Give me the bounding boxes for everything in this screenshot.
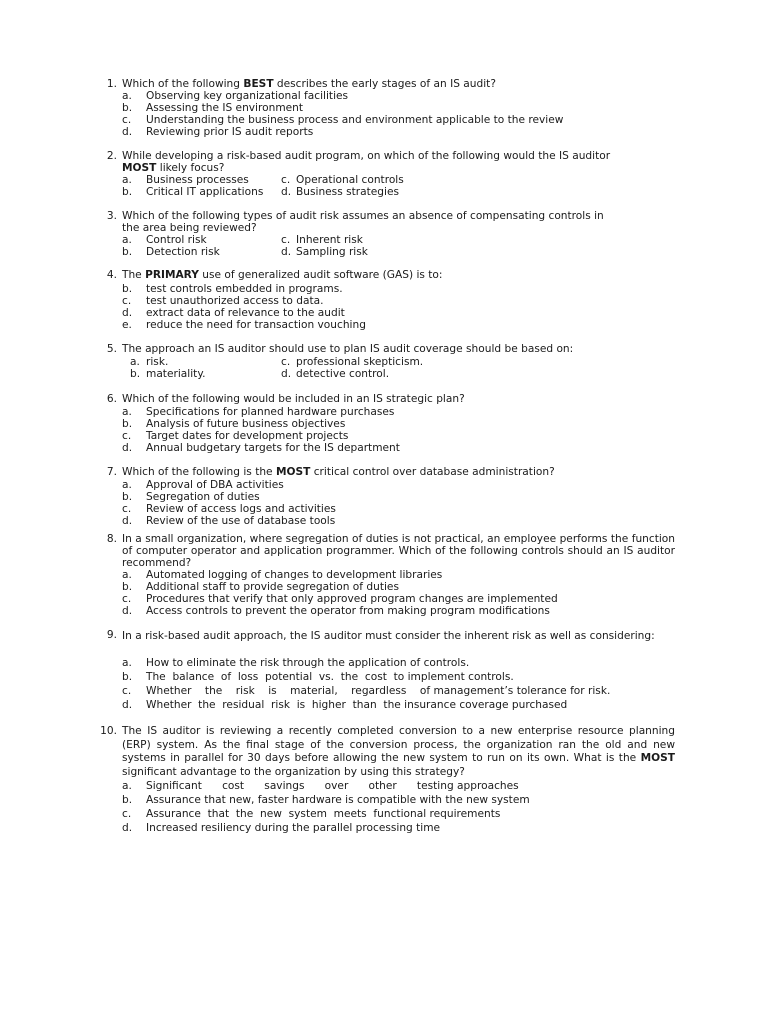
option-row bbox=[0, 368, 768, 380]
question-stem: In a risk-based audit approach, the IS auditor must consider the inherent risk as well as considering: bbox=[122, 630, 655, 642]
option-row bbox=[0, 356, 768, 368]
option-letter: a. bbox=[122, 174, 132, 186]
question-stem: Which of the following would be included in an IS strategic plan? bbox=[122, 393, 465, 405]
option-letter: d. bbox=[281, 246, 292, 258]
option-letter: b. bbox=[122, 186, 133, 198]
option-text: Review of access logs and activities bbox=[146, 503, 336, 515]
emphasis-text: BEST bbox=[243, 78, 274, 90]
option-text: Control risk bbox=[146, 234, 207, 246]
option-letter: b. bbox=[122, 581, 133, 593]
option-text: The balance of loss potential vs. the cost to implement controls. bbox=[146, 671, 514, 683]
option-text: Sampling risk bbox=[296, 246, 368, 258]
option-b bbox=[0, 491, 768, 503]
question-number: 5. bbox=[106, 343, 117, 355]
option-letter: b. bbox=[122, 794, 133, 806]
option-text: Target dates for development projects bbox=[146, 430, 349, 442]
option-c bbox=[0, 593, 768, 605]
option-text: Whether the residual risk is higher than the insurance coverage purchased bbox=[146, 699, 568, 711]
option-row bbox=[0, 174, 768, 186]
option-d bbox=[0, 605, 768, 617]
option-text: Assurance that new, faster hardware is compatible with the new system bbox=[146, 794, 530, 806]
option-text: Increased resiliency during the parallel processing time bbox=[146, 822, 441, 834]
question-stem: The PRIMARY use of generalized audit software (GAS) is to: bbox=[122, 269, 443, 281]
option-letter: b. bbox=[122, 491, 133, 503]
option-letter: a. bbox=[130, 356, 140, 368]
option-d bbox=[0, 822, 768, 834]
option-text: extract data of relevance to the audit bbox=[146, 307, 345, 319]
option-letter: c. bbox=[122, 685, 132, 697]
option-a bbox=[0, 90, 768, 102]
option-text: Reviewing prior IS audit reports bbox=[146, 126, 314, 138]
option-letter: c. bbox=[281, 234, 291, 246]
option-text: Annual budgetary targets for the IS department bbox=[146, 442, 400, 454]
question-number: 3. bbox=[106, 210, 117, 222]
option-letter: b. bbox=[122, 671, 133, 683]
option-c bbox=[0, 685, 768, 697]
emphasis-text: PRIMARY bbox=[145, 269, 199, 281]
option-a bbox=[0, 569, 768, 581]
option-a bbox=[0, 780, 768, 792]
option-letter: d. bbox=[122, 307, 133, 319]
option-text: Automated logging of changes to development libraries bbox=[146, 569, 443, 581]
option-letter: c. bbox=[122, 430, 132, 442]
option-letter: b. bbox=[130, 368, 141, 380]
option-row bbox=[0, 234, 768, 246]
question-stem: The IS auditor is reviewing a recently completed conversion to a new enterprise resource planning (ERP) system. As the final stage of the conversion process, the organization ran the old and new systems in parallel for 30 days before allowing the new system to run on its own. What is the MOST significant advantage to the organization by using this strategy? bbox=[122, 725, 675, 779]
option-letter: b. bbox=[122, 102, 133, 114]
option-text: materiality. bbox=[146, 368, 206, 380]
option-text: reduce the need for transaction vouching bbox=[146, 319, 366, 331]
option-b bbox=[0, 671, 768, 683]
option-letter: d. bbox=[122, 126, 133, 138]
option-text: Whether the risk is material, regardless of management’s tolerance for risk. bbox=[146, 685, 611, 697]
option-text: Business strategies bbox=[296, 186, 399, 198]
option-text: Assessing the IS environment bbox=[146, 102, 304, 114]
option-c bbox=[0, 430, 768, 442]
option-text: test unauthorized access to data. bbox=[146, 295, 324, 307]
option-b bbox=[0, 794, 768, 806]
option-letter: d. bbox=[122, 515, 133, 527]
option-d bbox=[0, 699, 768, 711]
option-text: Understanding the business process and environment applicable to the review bbox=[146, 114, 564, 126]
option-c bbox=[0, 114, 768, 126]
option-text: How to eliminate the risk through the application of controls. bbox=[146, 657, 470, 669]
option-text: Observing key organizational facilities bbox=[146, 90, 349, 102]
option-row bbox=[0, 246, 768, 258]
option-b bbox=[0, 102, 768, 114]
option-text: Analysis of future business objectives bbox=[146, 418, 346, 430]
option-letter: c. bbox=[122, 503, 132, 515]
emphasis-text: MOST bbox=[275, 466, 311, 478]
question-stem-line: MOST likely focus? bbox=[122, 162, 225, 174]
option-letter: a. bbox=[122, 657, 132, 669]
option-b bbox=[0, 283, 768, 295]
option-e bbox=[0, 319, 768, 331]
option-text: Detection risk bbox=[146, 246, 220, 258]
option-letter: d. bbox=[122, 605, 133, 617]
option-letter: d. bbox=[122, 699, 133, 711]
option-text: Business processes bbox=[146, 174, 249, 186]
emphasis-text: MOST bbox=[640, 752, 675, 765]
option-letter: a. bbox=[122, 780, 132, 792]
option-text: Approval of DBA activities bbox=[146, 479, 284, 491]
option-text: Assurance that the new system meets functional requirements bbox=[146, 808, 501, 820]
option-letter: a. bbox=[122, 234, 132, 246]
option-letter: b. bbox=[122, 418, 133, 430]
question-stem: In a small organization, where segregation of duties is not practical, an employee performs the function of computer operator and application programmer. Which of the following controls should an IS auditor recommend? bbox=[122, 533, 675, 569]
question-number: 7. bbox=[106, 466, 117, 478]
question-number: 2. bbox=[106, 150, 117, 162]
question-number: 6. bbox=[106, 393, 117, 405]
question-stem: Which of the following is the MOST critical control over database administration? bbox=[122, 466, 555, 478]
option-text: Review of the use of database tools bbox=[146, 515, 336, 527]
option-d bbox=[0, 442, 768, 454]
option-letter: a. bbox=[122, 406, 132, 418]
option-c bbox=[0, 295, 768, 307]
option-text: Critical IT applications bbox=[146, 186, 264, 198]
option-letter: c. bbox=[122, 808, 132, 820]
question-stem-line: While developing a risk-based audit program, on which of the following would the IS auditor bbox=[122, 150, 611, 162]
question-number: 8. bbox=[106, 533, 117, 545]
question-stem-line: the area being reviewed? bbox=[122, 222, 257, 234]
option-text: risk. bbox=[146, 356, 169, 368]
option-a bbox=[0, 406, 768, 418]
option-letter: e. bbox=[122, 319, 132, 331]
option-letter: b. bbox=[122, 283, 133, 295]
option-d bbox=[0, 126, 768, 138]
option-text: Specifications for planned hardware purchases bbox=[146, 406, 395, 418]
option-c bbox=[0, 808, 768, 820]
option-letter: d. bbox=[281, 186, 292, 198]
option-text: professional skepticism. bbox=[296, 356, 424, 368]
option-letter: c. bbox=[281, 356, 291, 368]
question-stem: The approach an IS auditor should use to plan IS audit coverage should be based on: bbox=[122, 343, 574, 355]
option-letter: d. bbox=[281, 368, 292, 380]
option-letter: c. bbox=[122, 295, 132, 307]
option-letter: a. bbox=[122, 479, 132, 491]
emphasis-text: MOST bbox=[122, 162, 157, 174]
option-letter: b. bbox=[122, 246, 133, 258]
option-text: Significant cost savings over other testing approaches bbox=[146, 780, 519, 792]
option-d bbox=[0, 307, 768, 319]
option-letter: d. bbox=[122, 822, 133, 834]
option-text: detective control. bbox=[296, 368, 390, 380]
option-text: Access controls to prevent the operator from making program modifications bbox=[146, 605, 550, 617]
question-stem: Which of the following BEST describes the early stages of an IS audit? bbox=[122, 78, 496, 90]
option-row bbox=[0, 186, 768, 198]
option-a bbox=[0, 479, 768, 491]
option-text: Additional staff to provide segregation of duties bbox=[146, 581, 399, 593]
option-letter: d. bbox=[122, 442, 133, 454]
option-a bbox=[0, 657, 768, 669]
option-d bbox=[0, 515, 768, 527]
option-letter: c. bbox=[122, 593, 132, 605]
option-letter: c. bbox=[281, 174, 291, 186]
option-letter: a. bbox=[122, 569, 132, 581]
question-number: 1. bbox=[106, 78, 117, 90]
option-b bbox=[0, 581, 768, 593]
question-number: 4. bbox=[106, 269, 117, 281]
option-text: test controls embedded in programs. bbox=[146, 283, 343, 295]
option-letter: a. bbox=[122, 90, 132, 102]
option-text: Inherent risk bbox=[296, 234, 363, 246]
question-stem-line: Which of the following types of audit risk assumes an absence of compensating controls in bbox=[122, 210, 604, 222]
question-number: 9. bbox=[106, 629, 117, 641]
option-text: Operational controls bbox=[296, 174, 404, 186]
question-number: 10. bbox=[100, 725, 117, 737]
option-letter: c. bbox=[122, 114, 132, 126]
option-c bbox=[0, 503, 768, 515]
option-text: Segregation of duties bbox=[146, 491, 260, 503]
option-b bbox=[0, 418, 768, 430]
option-text: Procedures that verify that only approved program changes are implemented bbox=[146, 593, 558, 605]
